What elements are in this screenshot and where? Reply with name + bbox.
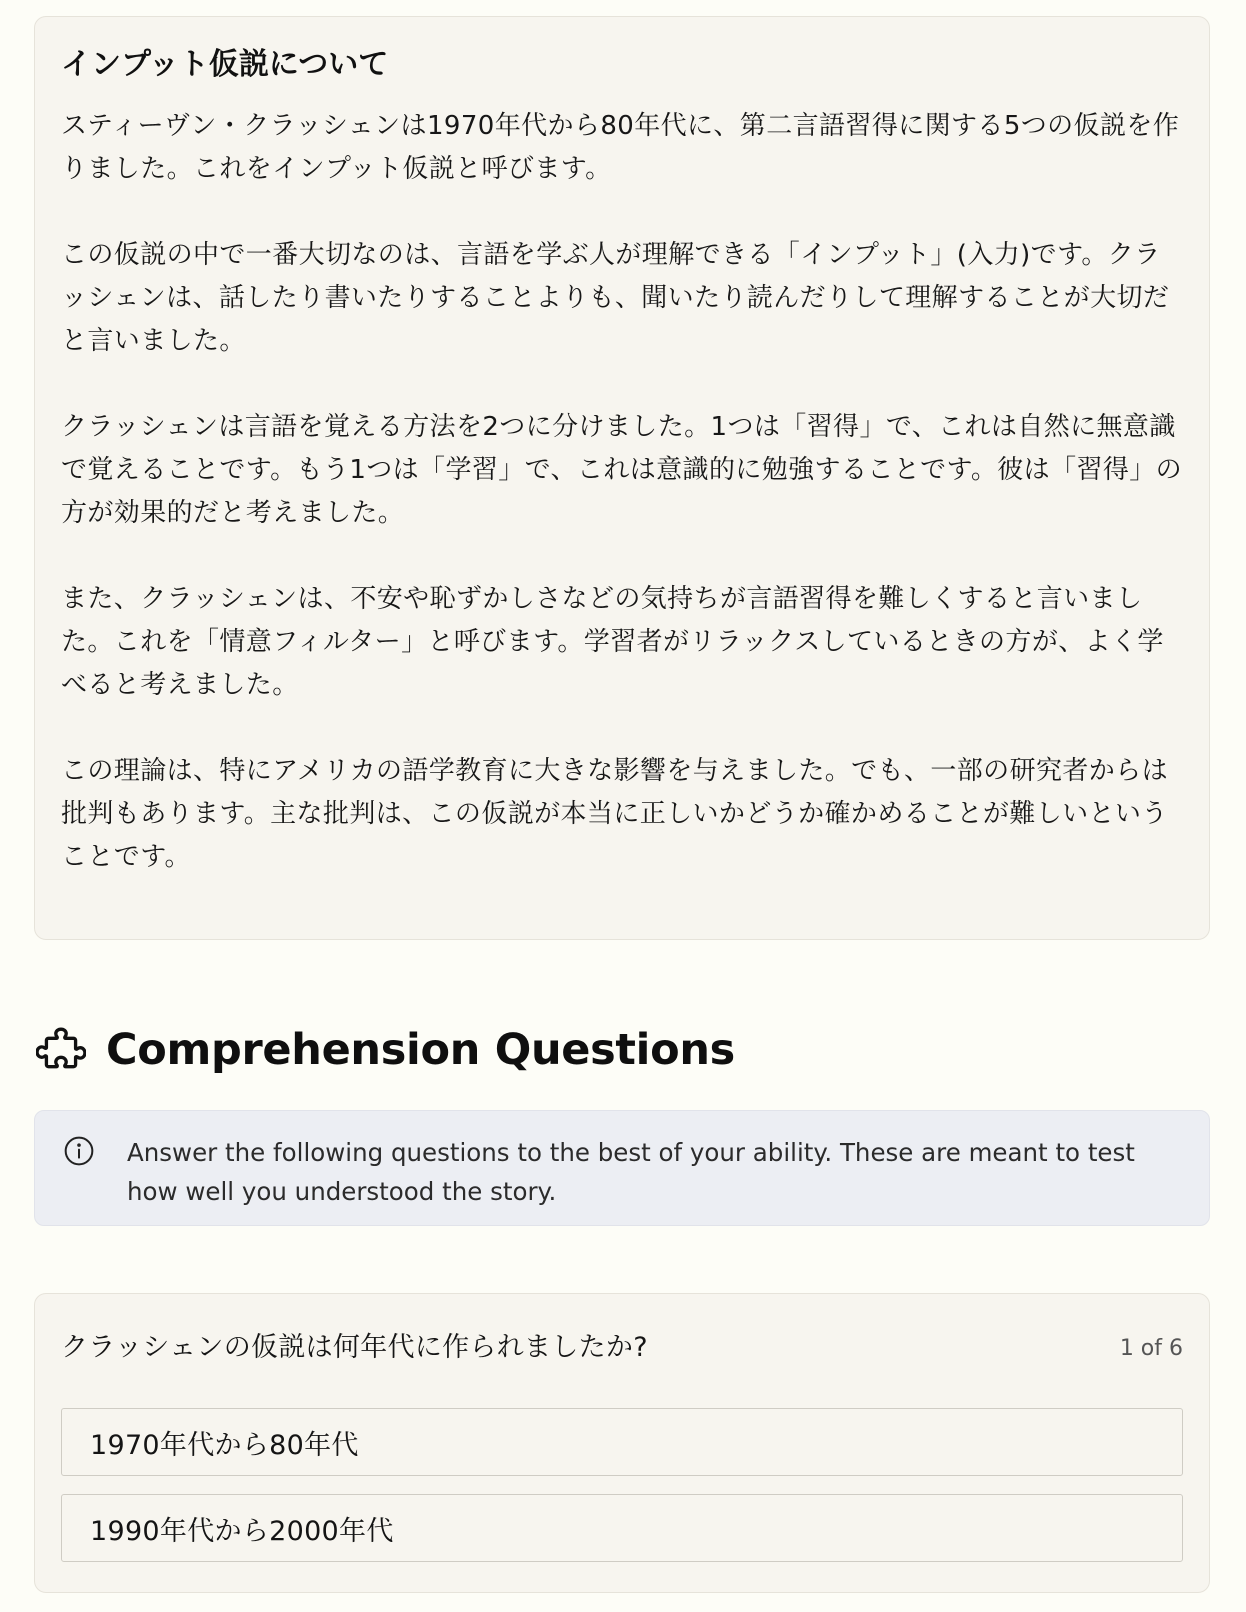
story-paragraph: また、クラッシェンは、不安や恥ずかしさなどの気持ちが言語習得を難しくすると言いました。これを「情意フィルター」と呼びます。学習者がリラックスしているときの方が、よく学べると考えました。: [61, 584, 1164, 700]
answer-option[interactable]: 1990年代から2000年代: [61, 1494, 1183, 1562]
story-paragraph: この理論は、特にアメリカの語学教育に大きな影響を与えました。でも、一部の研究者からは批判もあります。主な批判は、この仮説が本当に正しいかどうか確かめることが難しいということです。: [61, 756, 1168, 872]
story-title: インプット仮説について: [61, 47, 389, 82]
puzzle-icon: [36, 1025, 86, 1075]
question-header: [61, 1326, 1183, 1370]
story-paragraph: クラッシェンは言語を覚える方法を2つに分けました。1つは「習得」で、これは自然に無意識で覚えることです。もう1つは「学習」で、これは意識的に勉強することです。彼は「習得」の方が効果的だと考えました。: [61, 412, 1183, 528]
questions-section-heading: [36, 1020, 735, 1080]
story-paragraph: この仮説の中で一番大切なのは、言語を学ぶ人が理解できる「インプット」(入力)です。クラッシェンは、話したり書いたりすることよりも、聞いたり読んだりして理解することが大切だと言いました。: [61, 240, 1170, 356]
story-paragraph: スティーヴン・クラッシェンは1970年代から80年代に、第二言語習得に関する5つの仮説を作りました。これをインプット仮説と呼びます。: [61, 111, 1180, 184]
question-progress: 1 of 6: [1119, 1335, 1183, 1361]
questions-section-title: Comprehension Questions: [106, 1025, 735, 1075]
answer-option[interactable]: 1970年代から80年代: [61, 1408, 1183, 1476]
info-icon: [63, 1135, 95, 1167]
info-text: Answer the following questions to the best of your ability. These are meant to test how well you understood the story.: [127, 1138, 1135, 1206]
info-callout: [34, 1110, 1210, 1226]
question-text: クラッシェンの仮説は何年代に作られましたか?: [61, 1332, 648, 1363]
question-card: [34, 1293, 1210, 1593]
story-card: [34, 16, 1210, 940]
